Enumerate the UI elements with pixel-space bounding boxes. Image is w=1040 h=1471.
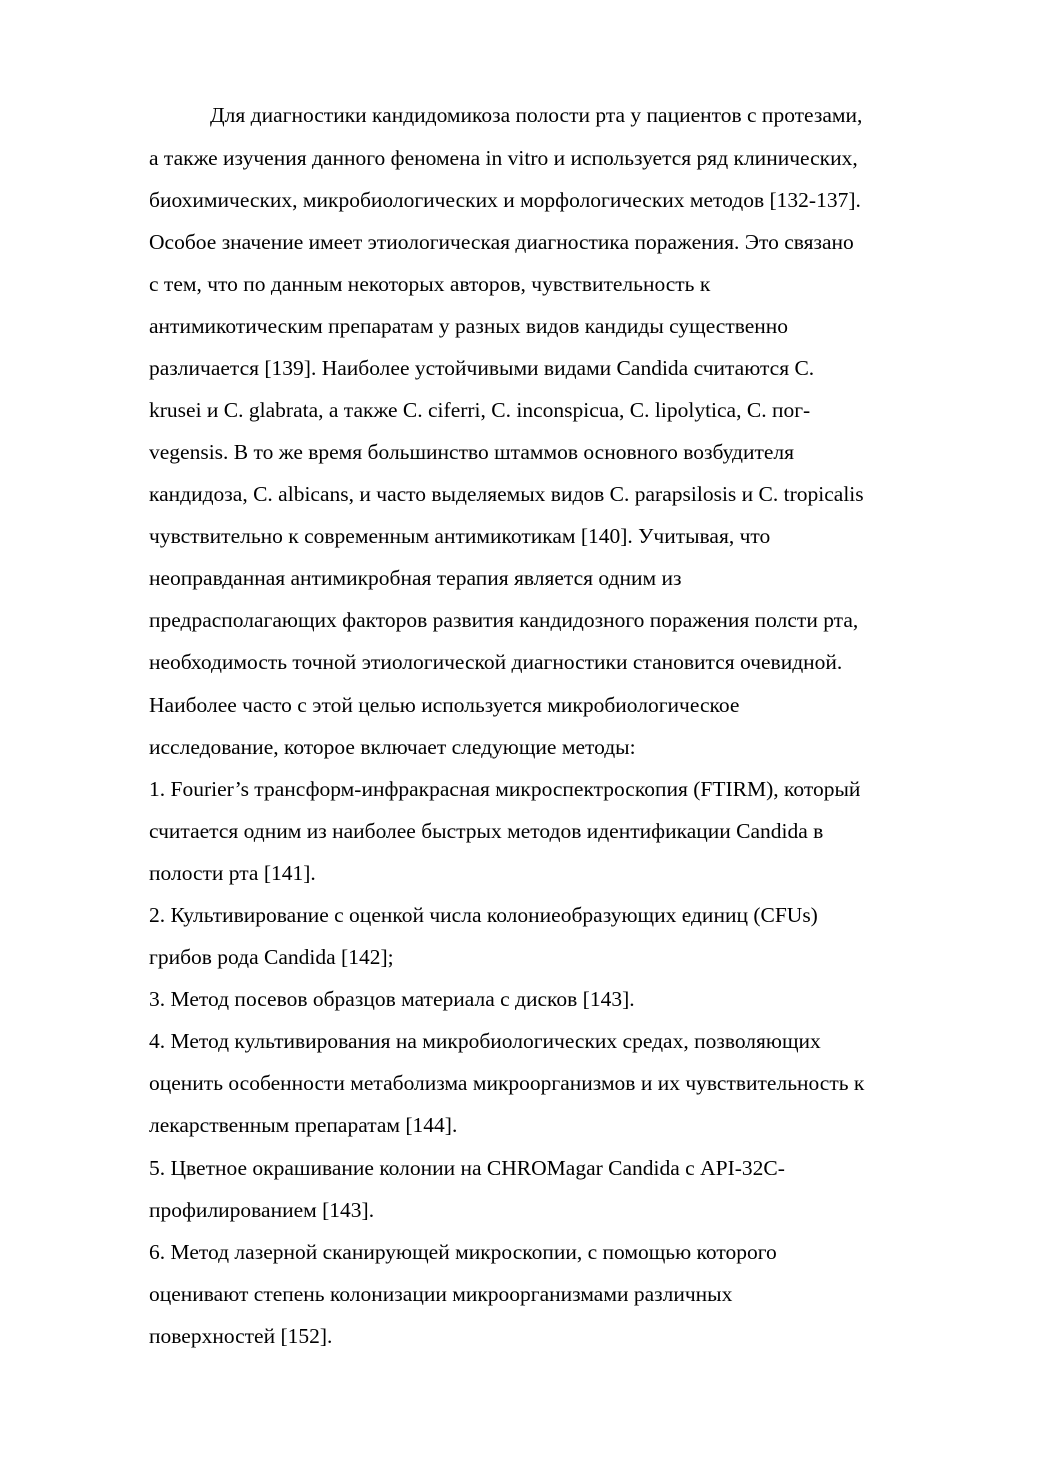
list-item-line: лекарственным препаратам [144]. [149,1113,458,1137]
list-item-line: оценить особенности метаболизма микроорганизмов и их чувствительность к [149,1071,865,1095]
paragraph-line: кандидоза, С. albicans, и часто выделяемых видов С. parapsilosis и С. tropicalis [149,482,864,506]
paragraph-line: krusei и C. glabrata, а также C. ciferri, C. inconspicua, C. lipolytica, C. пог- [149,398,811,422]
paragraph-line: Для диагностики кандидомикоза полости рта у пациентов с протезами, [210,103,863,127]
paragraph-line: чувствительно к современным антимикотикам [140]. Учитывая, что [149,524,771,548]
list-item-line: профилированием [143]. [149,1198,375,1222]
list-item-line: считается одним из наиболее быстрых методов идентификации Candida в [149,819,824,843]
paragraph-line: с тем, что по данным некоторых авторов, чувствительность к [149,272,711,296]
list-item-line: поверхностей [152]. [149,1324,333,1348]
paragraph-line: vegensis. В то же время большинство штаммов основного возбудителя [149,440,795,464]
paragraph-line: предрасполагающих факторов развития кандидозного поражения полсти рта, [149,608,859,632]
paragraph-line: биохимических, микробиологических и морфологических методов [132-137]. [149,188,861,212]
list-item-line: 2. Культивирование с оценкой числа колониеобразующих единиц (CFUs) [149,903,818,927]
paragraph-line: а также изучения данного феномена in vitro и используется ряд клинических, [149,146,858,170]
list-item-line: 6. Метод лазерной сканирующей микроскопии, с помощью которого [149,1240,777,1264]
list-item-line: оценивают степень колонизации микроорганизмами различных [149,1282,733,1306]
paragraph-line: необходимость точной этиологической диагностики становится очевидной. [149,650,843,674]
paragraph-line: Особое значение имеет этиологическая диагностика поражения. Это связано [149,230,854,254]
list-item-line: грибов рода Candida [142]; [149,945,394,969]
paragraph-line: различается [139]. Наиболее устойчивыми видами Candida считаются C. [149,356,815,380]
paragraph-line: Наиболее часто с этой целью используется микробиологическое [149,693,740,717]
paragraph-line: неоправданная антимикробная терапия является одним из [149,566,682,590]
list-item-line: 5. Цветное окрашивание колонии на CHROMagar Candida с API-32C- [149,1156,785,1180]
list-item-line: полости рта [141]. [149,861,316,885]
list-item-line: 3. Метод посевов образцов материала с дисков [143]. [149,987,635,1011]
list-item-line: 1. Fourier’s трансформ-инфракрасная микроспектроскопия (FTIRM), который [149,777,861,801]
paragraph-line: исследование, которое включает следующие методы: [149,735,636,759]
list-item-line: 4. Метод культивирования на микробиологических средах, позволяющих [149,1029,821,1053]
paragraph-line: антимикотическим препаратам у разных видов кандиды существенно [149,314,789,338]
